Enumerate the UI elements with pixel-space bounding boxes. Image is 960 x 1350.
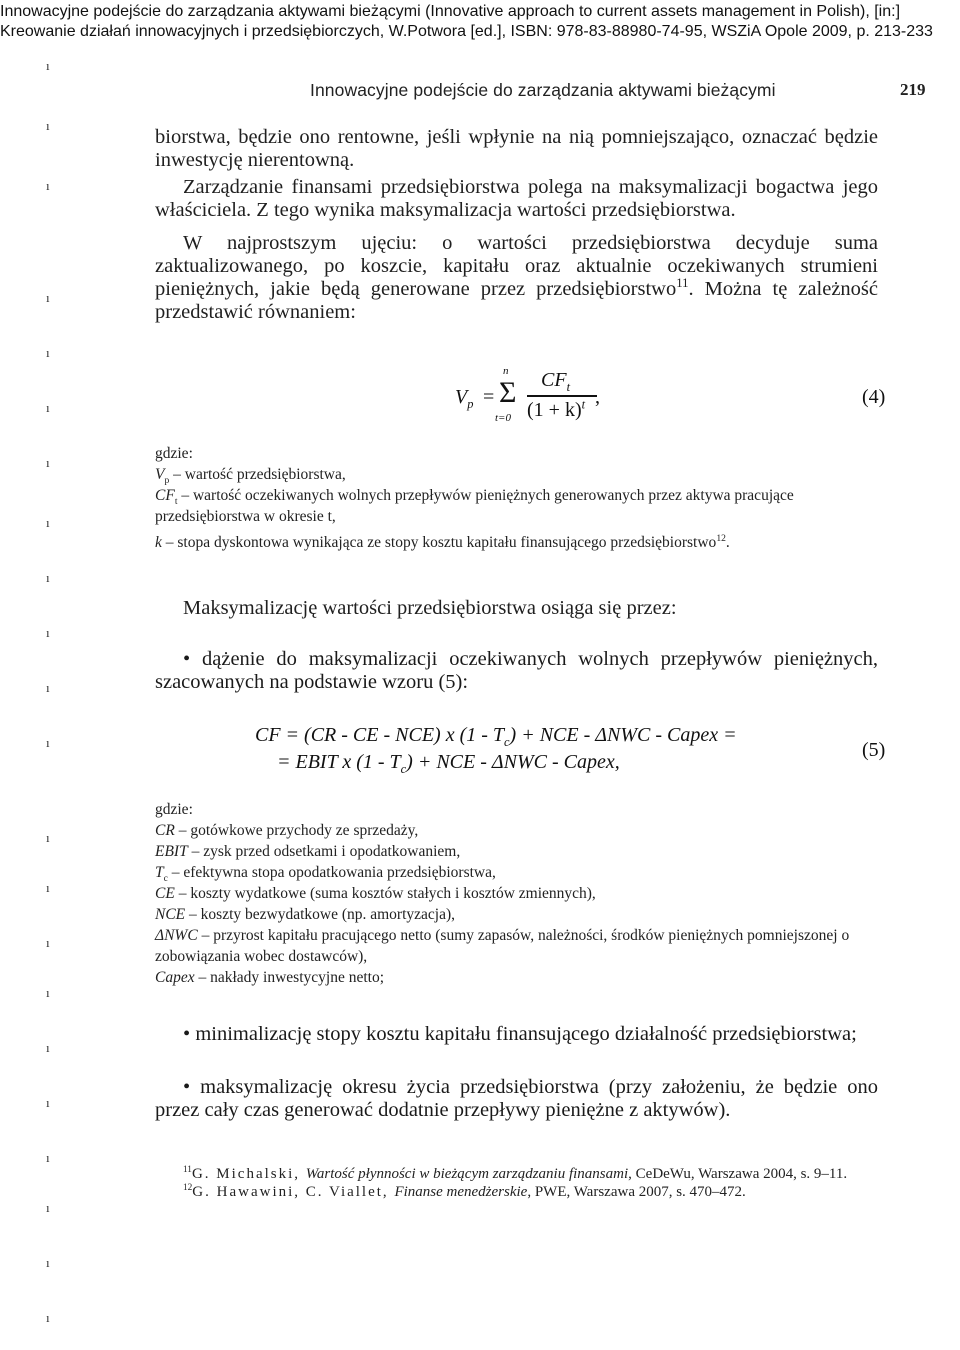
definition-cft: $CF_t$ – wartość oczekiwanych wolnych przepływów pieniężnych generowanych przez aktywa pracujące przedsiębiorstwa w okresie t,: [155, 487, 794, 525]
maximization-intro: Maksymalizację wartości przedsiębiorstwa osiąga się przez:: [183, 597, 677, 619]
footnote-12: $^{12}$G. Hawawini, C. Viallet, Finanse menedżerskie, PWE, Warszawa 2007, s. 470–472.: [183, 1183, 746, 1200]
formula-4-upper-limit: n: [503, 365, 509, 377]
formula-4-numerator: $CF_t$: [541, 369, 571, 394]
where-label-2: gdzie:: [155, 801, 193, 818]
formula-5: [255, 722, 815, 776]
bullet-dot: •: [183, 648, 202, 670]
bullet-2: [155, 1023, 878, 1046]
margin-mark: ı: [46, 1255, 50, 1270]
paragraph-3: [155, 232, 878, 324]
footnote-11: $^{11}$G. Michalski, Wartość płynności w bieżącym zarządzaniu finansami, CeDeWu, Warszawa 2004, s. 9–11.: [183, 1165, 848, 1182]
formula-4-equals: =: [483, 386, 495, 408]
definition-tc: $T_c$ – efektywna stopa opodatkowania przedsiębiorstwa,: [155, 864, 496, 885]
formula-4-lhs: $V_p$: [455, 386, 474, 411]
footnotes: [155, 1165, 890, 1201]
margin-mark: ı: [46, 515, 50, 530]
margin-mark: ı: [46, 345, 50, 360]
definition-vp: $V_p$ – wartość przedsiębiorstwa,: [155, 466, 346, 487]
definition-dnwc: ΔNWC – przyrost kapitału pracującego netto (sumy zapasów, należności, środków pieniężnych pomniejszonej o zobowiązania wobec dostawców),: [155, 927, 850, 965]
margin-mark: ı: [46, 985, 50, 1000]
definition-capex: Capex – nakłady inwestycyjne netto;: [155, 969, 385, 986]
margin-mark: ı: [46, 1310, 50, 1325]
running-title: Innowacyjne podejście do zarządzania aktywami bieżącymi: [310, 80, 776, 100]
definition-cr: CR – gotówkowe przychody ze sprzedaży,: [155, 822, 419, 839]
formula-4-fraction-bar: [527, 395, 597, 397]
formula-5-line-2: = EBIT x $(1 - T_c)$ + NCE - ΔNWC - Capex,: [277, 751, 620, 776]
margin-mark: ı: [46, 680, 50, 695]
margin-mark: ı: [46, 735, 50, 750]
paragraph-1: biorstwa, będzie ono rentowne, jeśli wpłynie na nią pomniejszająco, oznaczać będzie inwestycję nierentowną.: [155, 126, 878, 171]
paragraph-3-text: W najprostszym ujęciu: o wartości przedsiębiorstwa decyduje suma zaktualizowanego, po koszcie, kapitału oraz aktualnie oczekiwanych strumieni pieniężnych, jakie będą generowane przez przedsiębiorstwo: [155, 232, 878, 300]
margin-mark: ı: [46, 880, 50, 895]
formula-4-denominator: $(1 + k)^t$: [527, 397, 586, 421]
margin-mark: ı: [46, 830, 50, 845]
margin-mark: ı: [46, 1040, 50, 1055]
bullet-dot: •: [183, 1023, 196, 1045]
margin-mark: ı: [46, 1200, 50, 1215]
formula-4-lower-limit: t=0: [495, 412, 511, 424]
bullet-3: [155, 1076, 878, 1122]
page-number: 219: [900, 80, 926, 99]
formula-4-comma: ,: [595, 386, 600, 408]
definition-ce: CE – koszty wydatkowe (suma kosztów stałych i kosztów zmiennych),: [155, 885, 596, 902]
margin-mark: ı: [46, 1150, 50, 1165]
footnote-ref-11: 11: [676, 276, 689, 291]
definitions-2: [155, 799, 890, 988]
definition-k: k – stopa dyskontowa wynikająca ze stopy kosztu kapitału finansującego przedsiębiorstwo$^{12}$.: [155, 532, 730, 551]
margin-mark: ı: [46, 455, 50, 470]
formula-5-number: (5): [862, 739, 886, 761]
definition-ebit: EBIT – zysk przed odsetkami i opodatkowaniem,: [155, 843, 461, 860]
citation-block: [0, 2, 958, 42]
bullet-2-text: minimalizację stopy kosztu kapitału finansującego działalność przedsiębiorstwa;: [195, 1023, 857, 1045]
citation-line-2: Kreowanie działań innowacyjnych i przedsiębiorczych, W.Potwora [ed.], ISBN: 978-83-88980-74-95, WSZiA Opole 2009, p. 213-233: [0, 23, 933, 40]
margin-mark: ı: [46, 290, 50, 305]
citation-line-1: Innowacyjne podejście do zarządzania aktywami bieżącymi (Innovative approach to current assets management in Polish), [in:]: [0, 3, 901, 20]
bullet-3-text: maksymalizację okresu życia przedsiębiorstwa (przy założeniu, że będzie ono przez cały czas generować dodatnie przepływy pieniężne z aktywów).: [155, 1076, 878, 1121]
where-label: gdzie:: [155, 445, 193, 462]
bullet-1: [155, 648, 878, 694]
paragraph-3-end: . Można tę zależność przedstawić równaniem:: [155, 278, 879, 323]
bullet-dot: •: [183, 1076, 201, 1098]
paragraph-2: Zarządzanie finansami przedsiębiorstwa polega na maksymalizacji bogactwa jego właściciela. Z tego wynika maksymalizacja wartości przedsiębiorstwa.: [155, 176, 878, 221]
margin-mark: ı: [46, 570, 50, 585]
formula-4-number: (4): [862, 386, 886, 408]
formula-4: [455, 366, 645, 432]
formula-4-sigma: Σ: [499, 376, 517, 409]
bullet-1-text: dążenie do maksymalizacji oczekiwanych wolnych przepływów pieniężnych, szacowanych na podstawie wzoru (5):: [155, 648, 878, 693]
margin-mark: ı: [46, 935, 50, 950]
margin-mark: ı: [46, 118, 50, 133]
definition-nce: NCE – koszty bezwydatkowe (np. amortyzacja),: [155, 906, 456, 923]
margin-mark: ı: [46, 58, 50, 73]
margin-mark: ı: [46, 625, 50, 640]
formula-5-line-1: CF = (CR - CE - NCE) x $(1 - T_c)$ + NCE - ΔNWC - Capex =: [255, 724, 737, 749]
margin-mark: ı: [46, 1095, 50, 1110]
margin-mark: ı: [46, 178, 50, 193]
definitions-1: [155, 443, 885, 553]
margin-mark: ı: [46, 400, 50, 415]
